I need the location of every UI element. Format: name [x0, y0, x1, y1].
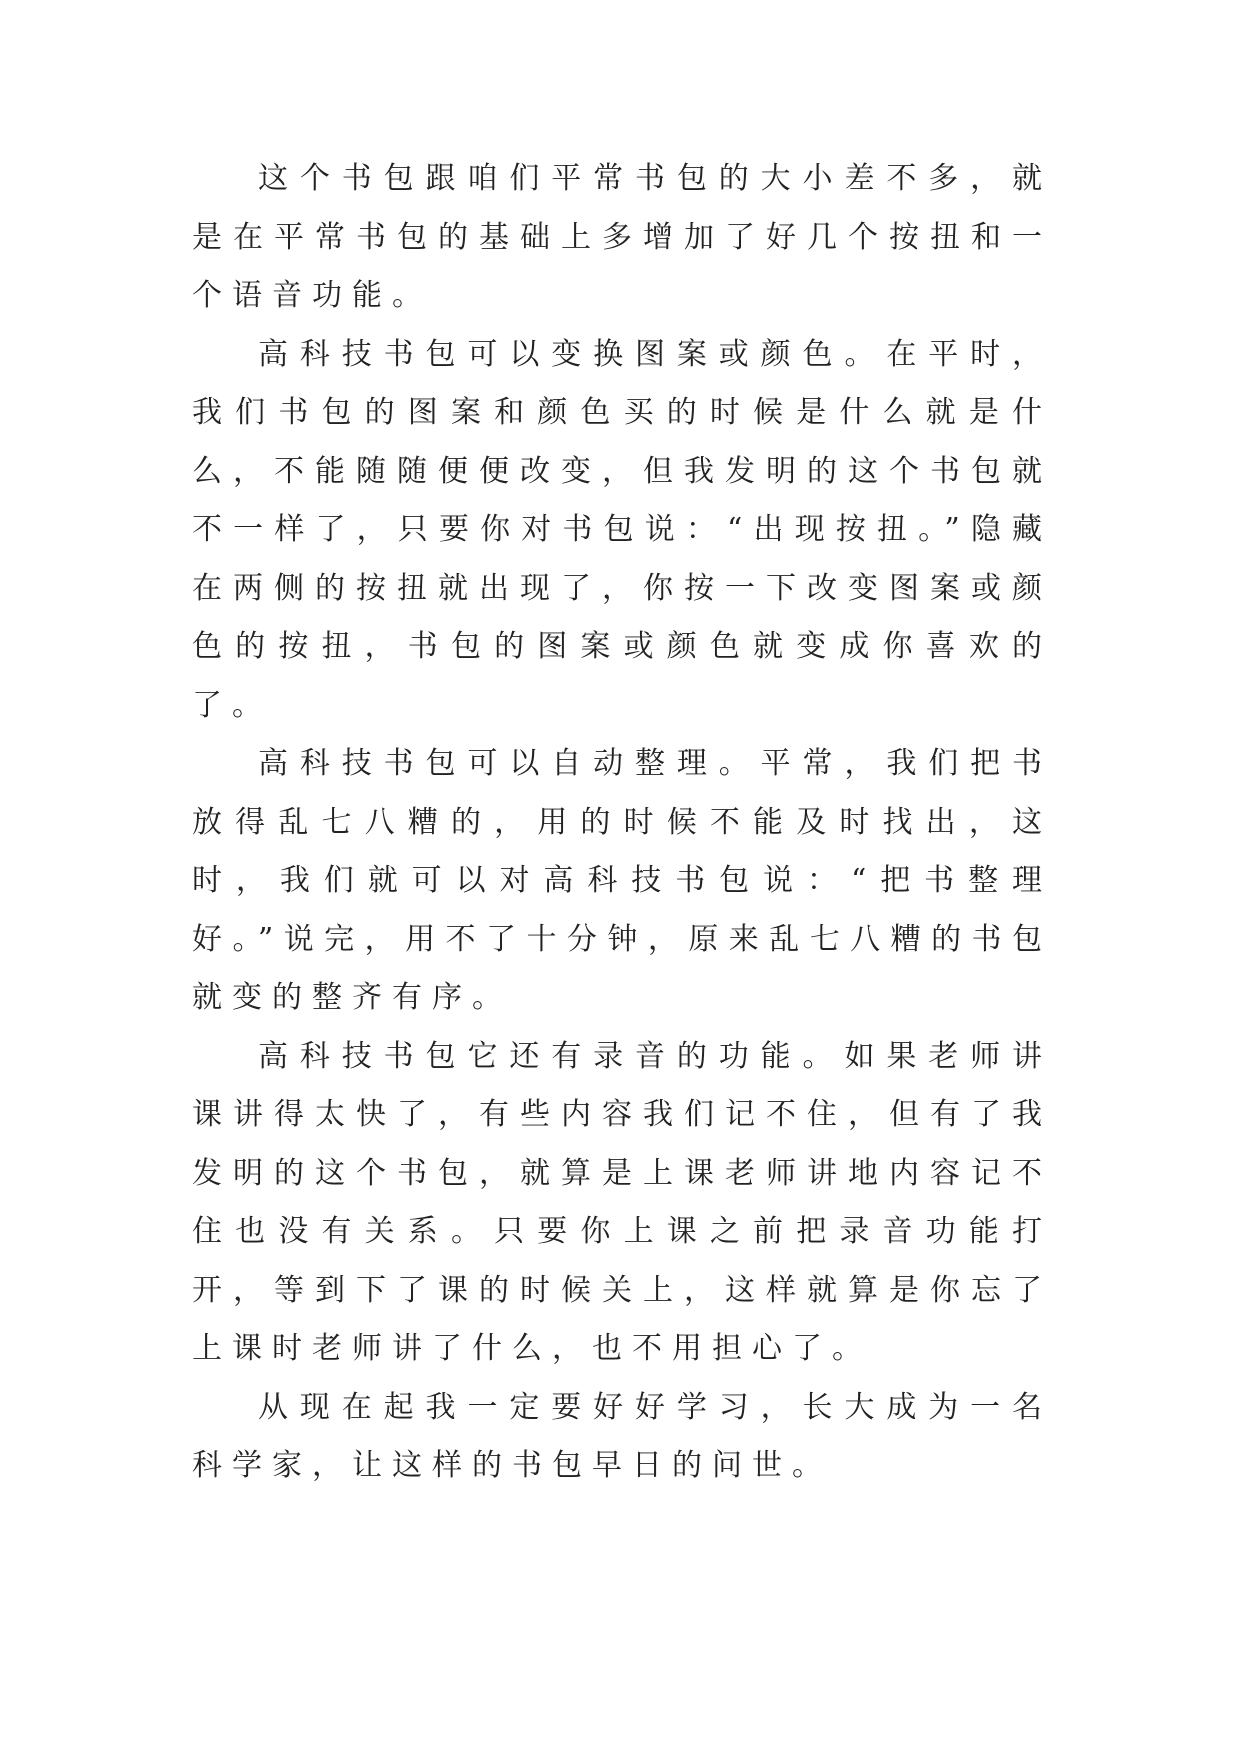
- paragraph-1: 这个书包跟咱们平常书包的大小差不多，就是在平常书包的基础上多增加了好几个按扭和一个语音功能。: [192, 161, 1052, 313]
- paragraph-2: 高科技书包可以变换图案或颜色。在平时，我们书包的图案和颜色买的时候是什么就是什么，不能随随便便改变，但我发明的这个书包就不一样了，只要你对书包说：“出现按扭。”隐藏在两侧的按扭就出现了，你按一下改变图案或颜色的按扭，书包的图案或颜色就变成你喜欢的了。: [192, 336, 1052, 723]
- paragraph-5: 从现在起我一定要好好学习，长大成为一名科学家，让这样的书包早日的问世。: [192, 1389, 1052, 1483]
- paragraph-3: 高科技书包可以自动整理。平常，我们把书放得乱七八糟的，用的时候不能及时找出，这时，我们就可以对高科技书包说：“把书整理好。”说完，用不了十分钟，原来乱七八糟的书包就变的整齐有序。: [192, 746, 1052, 1015]
- paragraph-4: 高科技书包它还有录音的功能。如果老师讲课讲得太快了，有些内容我们记不住，但有了我发明的这个书包，就算是上课老师讲地内容记不住也没有关系。只要你上课之前把录音功能打开，等到下了课的时候关上，这样就算是你忘了上课时老师讲了什么，也不用担心了。: [192, 1038, 1052, 1366]
- document-body: [192, 150, 1052, 1496]
